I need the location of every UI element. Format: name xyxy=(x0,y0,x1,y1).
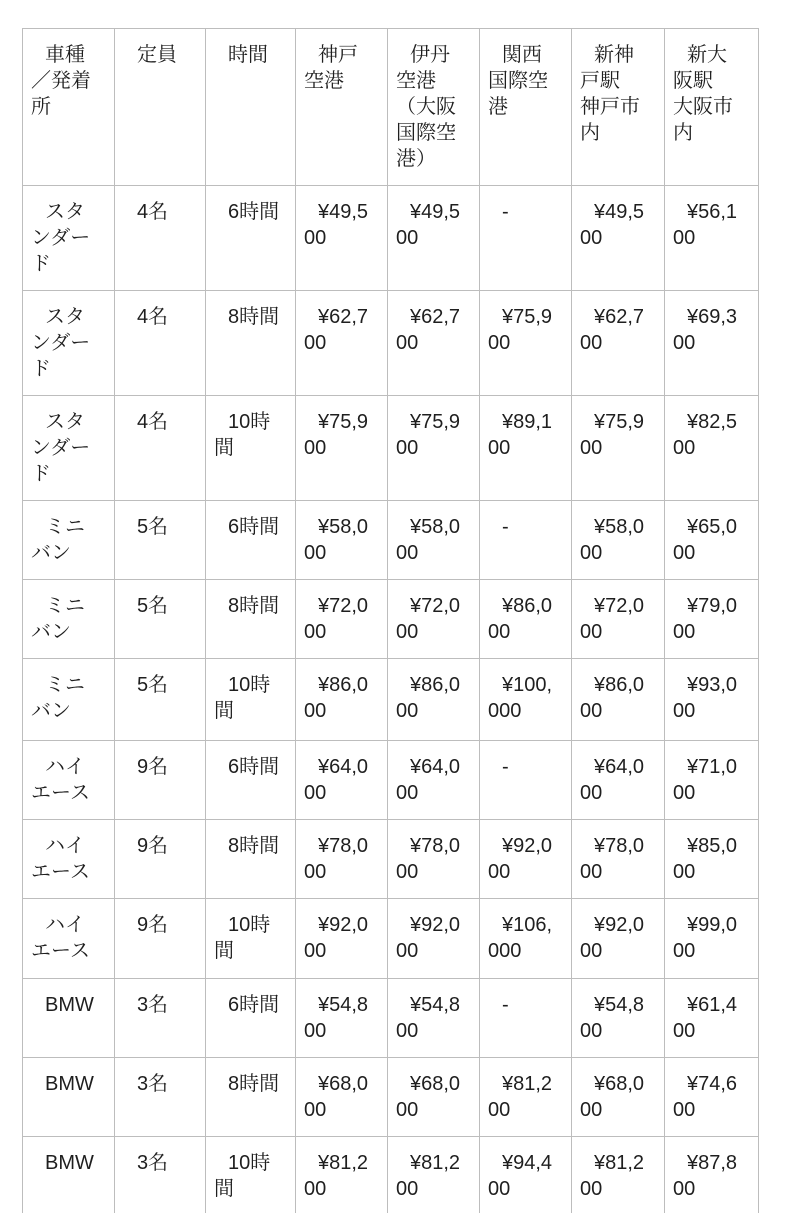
fare-cell: ¥99,000 xyxy=(665,899,759,979)
fare-cell: ¥93,000 xyxy=(665,659,759,741)
vehicle-cell: ハイエース xyxy=(23,899,115,979)
table-row xyxy=(23,741,759,820)
header-cell: 定員 xyxy=(115,29,206,186)
fare-cell: ¥78,000 xyxy=(388,820,480,899)
fare-cell: ¥58,000 xyxy=(572,501,665,580)
fare-cell: - xyxy=(480,979,572,1058)
header-cell: 時間 xyxy=(206,29,296,186)
fare-cell: ¥69,300 xyxy=(665,291,759,396)
fare-cell: ¥68,000 xyxy=(296,1058,388,1137)
fare-cell: ¥49,500 xyxy=(572,186,665,291)
vehicle-cell: ハイエース xyxy=(23,820,115,899)
fare-cell: 8時間 xyxy=(206,580,296,659)
table-row xyxy=(23,659,759,741)
vehicle-cell: BMW xyxy=(23,979,115,1058)
fare-cell: - xyxy=(480,186,572,291)
fare-cell: 6時間 xyxy=(206,501,296,580)
fare-cell: 10時間 xyxy=(206,396,296,501)
header-row xyxy=(23,29,759,186)
table-body xyxy=(23,186,759,1213)
fare-cell: 4名 xyxy=(115,186,206,291)
fare-cell: - xyxy=(480,741,572,820)
header-cell: 車種／発着所 xyxy=(23,29,115,186)
table-row xyxy=(23,1058,759,1137)
fare-cell: 4名 xyxy=(115,291,206,396)
fare-cell: 5名 xyxy=(115,659,206,741)
table-row xyxy=(23,396,759,501)
fare-cell: ¥86,000 xyxy=(480,580,572,659)
fare-cell: ¥58,000 xyxy=(296,501,388,580)
fare-cell: 10時間 xyxy=(206,659,296,741)
vehicle-cell: BMW xyxy=(23,1137,115,1213)
vehicle-cell: ミニバン xyxy=(23,580,115,659)
vehicle-cell: ハイエース xyxy=(23,741,115,820)
fare-cell: ¥62,700 xyxy=(572,291,665,396)
fare-cell: ¥72,000 xyxy=(296,580,388,659)
fare-cell: 5名 xyxy=(115,501,206,580)
table-row xyxy=(23,899,759,979)
fare-cell: 8時間 xyxy=(206,1058,296,1137)
fare-cell: 8時間 xyxy=(206,291,296,396)
fare-cell: ¥82,500 xyxy=(665,396,759,501)
fare-cell: ¥75,900 xyxy=(480,291,572,396)
fare-cell: 6時間 xyxy=(206,186,296,291)
fare-cell: ¥68,000 xyxy=(388,1058,480,1137)
fare-cell: 6時間 xyxy=(206,741,296,820)
fare-cell: ¥72,000 xyxy=(388,580,480,659)
fare-cell: ¥81,200 xyxy=(480,1058,572,1137)
fare-cell: 9名 xyxy=(115,741,206,820)
fare-cell: ¥62,700 xyxy=(388,291,480,396)
table-row xyxy=(23,820,759,899)
fare-cell: ¥85,000 xyxy=(665,820,759,899)
fare-cell: ¥61,400 xyxy=(665,979,759,1058)
table-row xyxy=(23,291,759,396)
fare-cell: ¥56,100 xyxy=(665,186,759,291)
fare-cell: ¥86,000 xyxy=(296,659,388,741)
vehicle-cell: ミニバン xyxy=(23,501,115,580)
fare-cell: - xyxy=(480,501,572,580)
fare-cell: 10時間 xyxy=(206,899,296,979)
fare-cell: ¥64,000 xyxy=(572,741,665,820)
fare-cell: 8時間 xyxy=(206,820,296,899)
table-row xyxy=(23,186,759,291)
fare-cell: ¥106,000 xyxy=(480,899,572,979)
vehicle-cell: スタンダード xyxy=(23,291,115,396)
table-row xyxy=(23,1137,759,1213)
fare-cell: ¥86,000 xyxy=(388,659,480,741)
header-cell: 関西国際空港 xyxy=(480,29,572,186)
fare-cell: ¥68,000 xyxy=(572,1058,665,1137)
header-cell: 神戸空港 xyxy=(296,29,388,186)
fare-cell: ¥78,000 xyxy=(296,820,388,899)
vehicle-cell: スタンダード xyxy=(23,186,115,291)
fare-cell: 3名 xyxy=(115,979,206,1058)
fare-cell: ¥81,200 xyxy=(572,1137,665,1213)
fare-cell: 9名 xyxy=(115,899,206,979)
fare-cell: ¥79,000 xyxy=(665,580,759,659)
fare-cell: ¥87,800 xyxy=(665,1137,759,1213)
fare-cell: ¥100,000 xyxy=(480,659,572,741)
fare-cell: ¥72,000 xyxy=(572,580,665,659)
fare-cell: ¥75,900 xyxy=(572,396,665,501)
fare-cell: ¥58,000 xyxy=(388,501,480,580)
fare-cell: ¥75,900 xyxy=(388,396,480,501)
fare-cell: ¥78,000 xyxy=(572,820,665,899)
fare-table xyxy=(22,28,759,1213)
fare-cell: ¥86,000 xyxy=(572,659,665,741)
table-row xyxy=(23,580,759,659)
fare-cell: ¥74,600 xyxy=(665,1058,759,1137)
fare-cell: ¥81,200 xyxy=(296,1137,388,1213)
fare-cell: 6時間 xyxy=(206,979,296,1058)
fare-cell: 3名 xyxy=(115,1058,206,1137)
fare-cell: ¥75,900 xyxy=(296,396,388,501)
fare-cell: ¥92,000 xyxy=(296,899,388,979)
fare-cell: ¥49,500 xyxy=(388,186,480,291)
fare-cell: ¥54,800 xyxy=(388,979,480,1058)
header-cell: 新大阪駅 大阪市内 xyxy=(665,29,759,186)
fare-cell: ¥54,800 xyxy=(572,979,665,1058)
fare-cell: ¥62,700 xyxy=(296,291,388,396)
fare-cell: ¥64,000 xyxy=(296,741,388,820)
fare-cell: ¥89,100 xyxy=(480,396,572,501)
vehicle-cell: BMW xyxy=(23,1058,115,1137)
header-cell: 新神戸駅 神戸市内 xyxy=(572,29,665,186)
fare-cell: ¥81,200 xyxy=(388,1137,480,1213)
fare-cell: ¥49,500 xyxy=(296,186,388,291)
fare-cell: ¥54,800 xyxy=(296,979,388,1058)
fare-cell: ¥64,000 xyxy=(388,741,480,820)
table-header xyxy=(23,29,759,186)
vehicle-cell: スタンダード xyxy=(23,396,115,501)
fare-cell: 4名 xyxy=(115,396,206,501)
fare-cell: ¥92,000 xyxy=(480,820,572,899)
fare-cell: ¥92,000 xyxy=(572,899,665,979)
fare-cell: ¥65,000 xyxy=(665,501,759,580)
fare-cell: 5名 xyxy=(115,580,206,659)
vehicle-cell: ミニバン xyxy=(23,659,115,741)
table-row xyxy=(23,501,759,580)
fare-cell: ¥92,000 xyxy=(388,899,480,979)
fare-cell: ¥71,000 xyxy=(665,741,759,820)
table-row xyxy=(23,979,759,1058)
fare-cell: ¥94,400 xyxy=(480,1137,572,1213)
fare-cell: 9名 xyxy=(115,820,206,899)
header-cell: 伊丹空港 （大阪国際空港） xyxy=(388,29,480,186)
fare-cell: 10時間 xyxy=(206,1137,296,1213)
fare-cell: 3名 xyxy=(115,1137,206,1213)
